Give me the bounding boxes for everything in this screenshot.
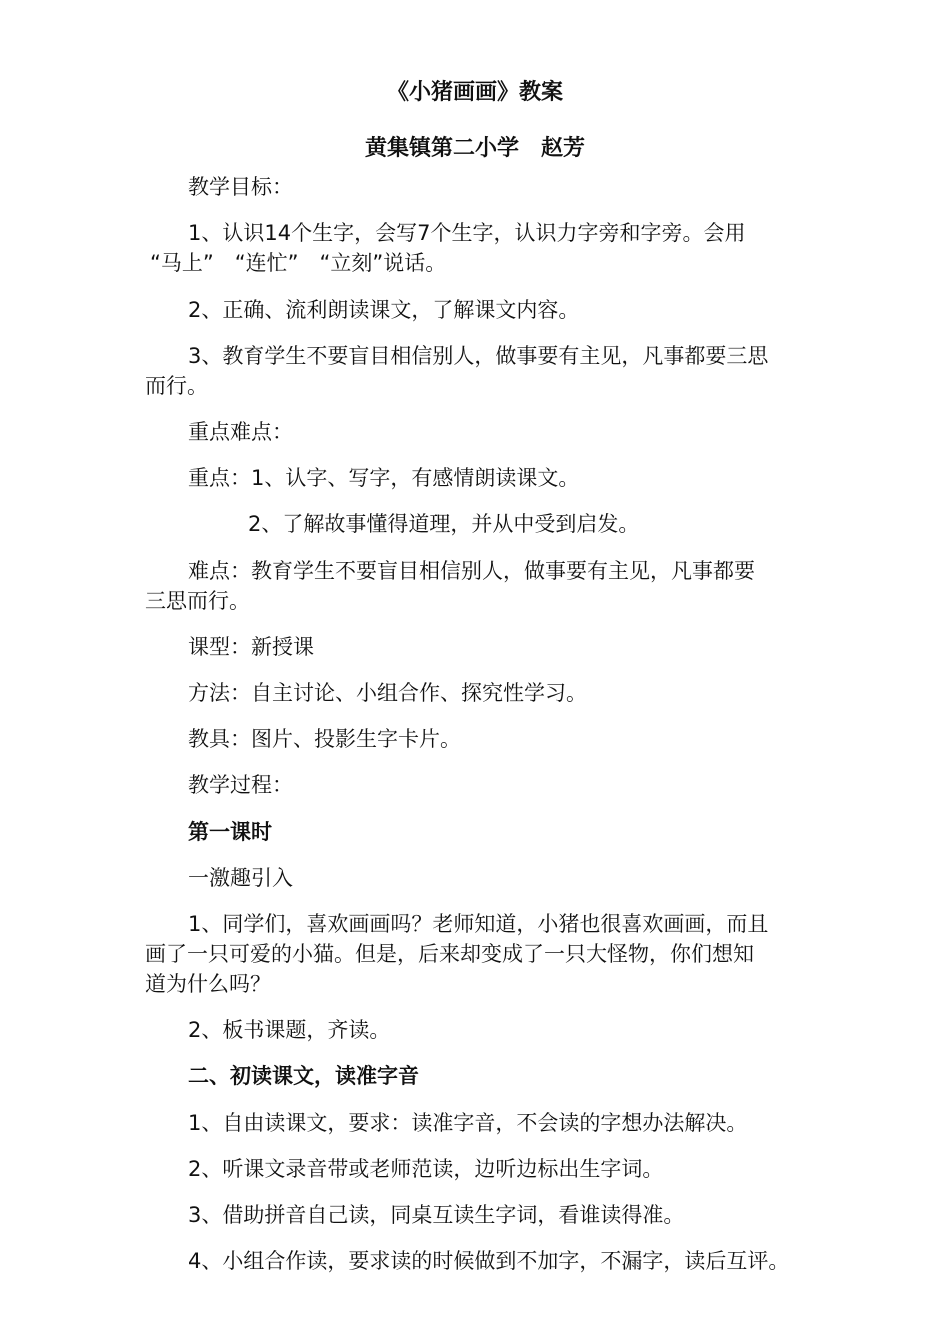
paragraph-line: 2、板书课题，齐读。 (188, 1018, 391, 1042)
paragraph-line: 1、自由读课文，要求：读准字音，不会读的字想办法解决。 (188, 1111, 748, 1135)
paragraph-line: “马上” “连忙” “立刻”说话。 (150, 251, 447, 275)
paragraph-line: 道为什么吗？ (145, 972, 271, 996)
document-title: 《小猪画画》教案 (386, 80, 563, 105)
section-label: 教学过程： (188, 773, 293, 797)
paragraph-line: 1、同学们，喜欢画画吗？老师知道，小猪也很喜欢画画，而且 (188, 912, 769, 936)
paragraph-line: 重点：1、认字、写字，有感情朗读课文。 (188, 466, 580, 490)
paragraph-line: 三思而行。 (145, 589, 250, 613)
paragraph-line: 画了一只可爱的小猫。但是，后来却变成了一只大怪物，你们想知 (145, 942, 754, 966)
paragraph-line: 3、教育学生不要盲目相信别人，做事要有主见，凡事都要三思 (188, 344, 769, 368)
paragraph-line: 方法：自主讨论、小组合作、探究性学习。 (188, 681, 587, 705)
paragraph-line: 2、了解故事懂得道理，并从中受到启发。 (248, 512, 640, 536)
section-heading: 第一课时 (188, 820, 272, 844)
paragraph-line: 2、正确、流利朗读课文，了解课文内容。 (188, 298, 580, 322)
section-heading: 一激趣引入 (188, 866, 293, 890)
paragraph-line: 教具：图片、投影生字卡片。 (188, 727, 461, 751)
paragraph-line: 而行。 (145, 374, 208, 398)
paragraph-line: 2、听课文录音带或老师范读，边听边标出生字词。 (188, 1157, 664, 1181)
paragraph-line: 教学目标： (188, 175, 293, 199)
paragraph-line: 难点：教育学生不要盲目相信别人，做事要有主见，凡事都要 (188, 559, 755, 583)
paragraph-line: 4、小组合作读，要求读的时候做到不加字，不漏字，读后互评。 (188, 1249, 790, 1273)
paragraph-line: 课型：新授课 (188, 635, 314, 659)
paragraph-line: 3、借助拼音自己读，同桌互读生字词，看谁读得准。 (188, 1203, 685, 1227)
paragraph-line: 1、认识14个生字，会写7个生字，认识力字旁和字旁。会用 (188, 221, 746, 245)
section-heading: 二、初读课文，读准字音 (188, 1064, 419, 1088)
author-line: 黄集镇第二小学 赵芳 (364, 136, 585, 161)
section-label: 重点难点： (188, 420, 293, 444)
